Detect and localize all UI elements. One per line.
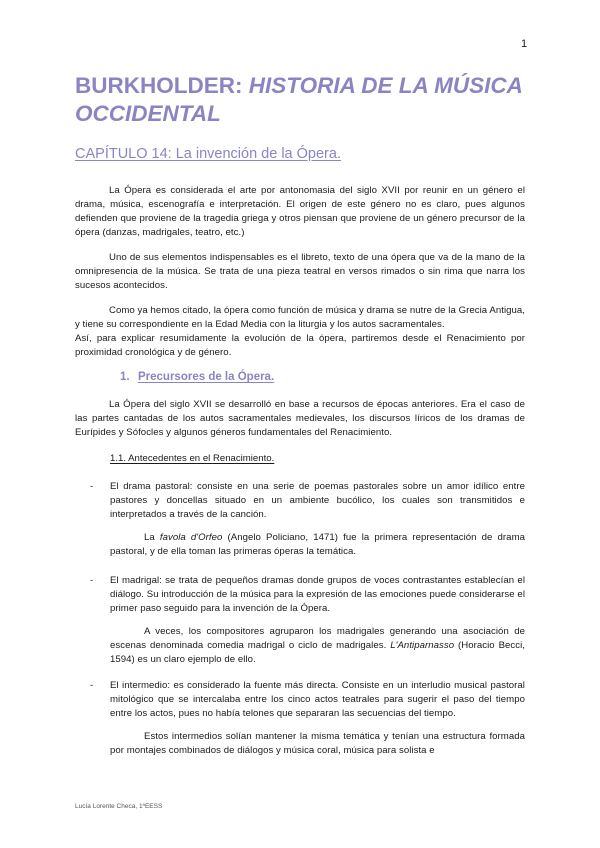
list-item-text: El intermedio: es considerado la fuente más directa. Consiste en un interludio musical pastoral mitológico que se intercalaba entre los cinco actos teatrales para sugerir el paso del tiempo entre los actos, pues no había telones que separaran las secuencias del tiempo.: [110, 680, 525, 719]
bullet-dash: -: [90, 481, 94, 492]
intro-paragraph-1: La Ópera es considerada el arte por antonomasia del siglo XVII por reunir en un género el drama, música, escenografía e interpretación. El origen de este género no es claro, pues algunos defienden que proviene de la tragedia griega y otros piensan que proviene de un género precursor de la ópera (danzas, madrigales, teatro, etc.): [75, 185, 525, 238]
bullet-dash: -: [90, 680, 94, 691]
note-antiparnasso: A veces, los compositores agruparon los madrigales generando una asociación de escenas denominada comedia madrigal o ciclo de madrigales. L'Antiparnasso (Horacio Becci, 1594) es un claro ejemplo de ello.: [110, 626, 525, 665]
list-item-text: El drama pastoral: consiste en una serie de poemas pastorales sobre un amor idílico entre pastores y doncellas situado en un ambiente bucólico, los cuales son transmitidos e interpretados a través de la canción.: [110, 481, 525, 520]
title-work: HISTORIA DE LA MÚSICA OCCIDENTAL: [75, 73, 523, 126]
title-author: BURKHOLDER:: [75, 73, 249, 98]
work-title-italic: L'Antiparnasso: [390, 640, 455, 651]
intro-paragraph-2: Uno de sus elementos indispensables es el libreto, texto de una ópera que va de la mano de la omnipresencia de la música. Se trata de una pieza teatral en versos rimados o sin rima que narra los sucesos acontecidos.: [75, 252, 525, 291]
intro-paragraph-4: Así, para explicar resumidamente la evolución de la ópera, partiremos desde el Renacimiento por proximidad cronológica y de género.: [75, 333, 525, 358]
document-title: [75, 72, 545, 128]
section-title: Precursores de la Ópera.: [138, 371, 275, 383]
intro-paragraph-3: Como ya hemos citado, la ópera como función de música y drama se nutre de la Grecia Antigua, y tiene su correspondiente en la Edad Media con la liturgia y los autos sacramentales.: [75, 305, 525, 330]
note-favola-orfeo: La favola d'Orfeo (Angelo Policiano, 1471) fue la primera representación de drama pastoral, y de ella toman las primeras óperas la temática.: [110, 532, 525, 557]
list-item-madrigal: [90, 574, 525, 616]
list-item-drama-pastoral: [90, 480, 525, 522]
section-heading-precursores: [120, 371, 274, 383]
chapter-heading: CAPÍTULO 14: La invención de la Ópera.: [75, 146, 341, 162]
bullet-dash: -: [90, 575, 94, 586]
page-number: 1: [521, 38, 528, 50]
subsection-heading: 1.1. Antecedentes en el Renacimiento.: [110, 453, 275, 464]
section-number: 1.: [120, 371, 130, 383]
list-item-intermedio: [90, 679, 525, 721]
footer-author: Lucía Lorente Checa, 1ºEESS: [75, 803, 163, 810]
note-intermedios: Estos intermedios solían mantener la misma temática y tenían una estructura formada por montajes combinados de diálogos y música coral, música para solista e: [110, 731, 525, 756]
section-paragraph: La Ópera del siglo XVII se desarrolló en base a recursos de épocas anteriores. Era el caso de las partes cantadas de los autos sacramentales medievales, los discursos líricos de los dramas de Eurípides y Sófocles y algunos géneros fundamentales del Renacimiento.: [75, 399, 525, 438]
list-item-text: El madrigal: se trata de pequeños dramas donde grupos de voces contrastantes establecían el diálogo. Su introducción de la música para la expresión de las emociones puede considerarse el primer paso seguido para la invención de la Ópera.: [110, 575, 525, 614]
work-title-italic: favola d'Orfeo: [159, 532, 223, 543]
